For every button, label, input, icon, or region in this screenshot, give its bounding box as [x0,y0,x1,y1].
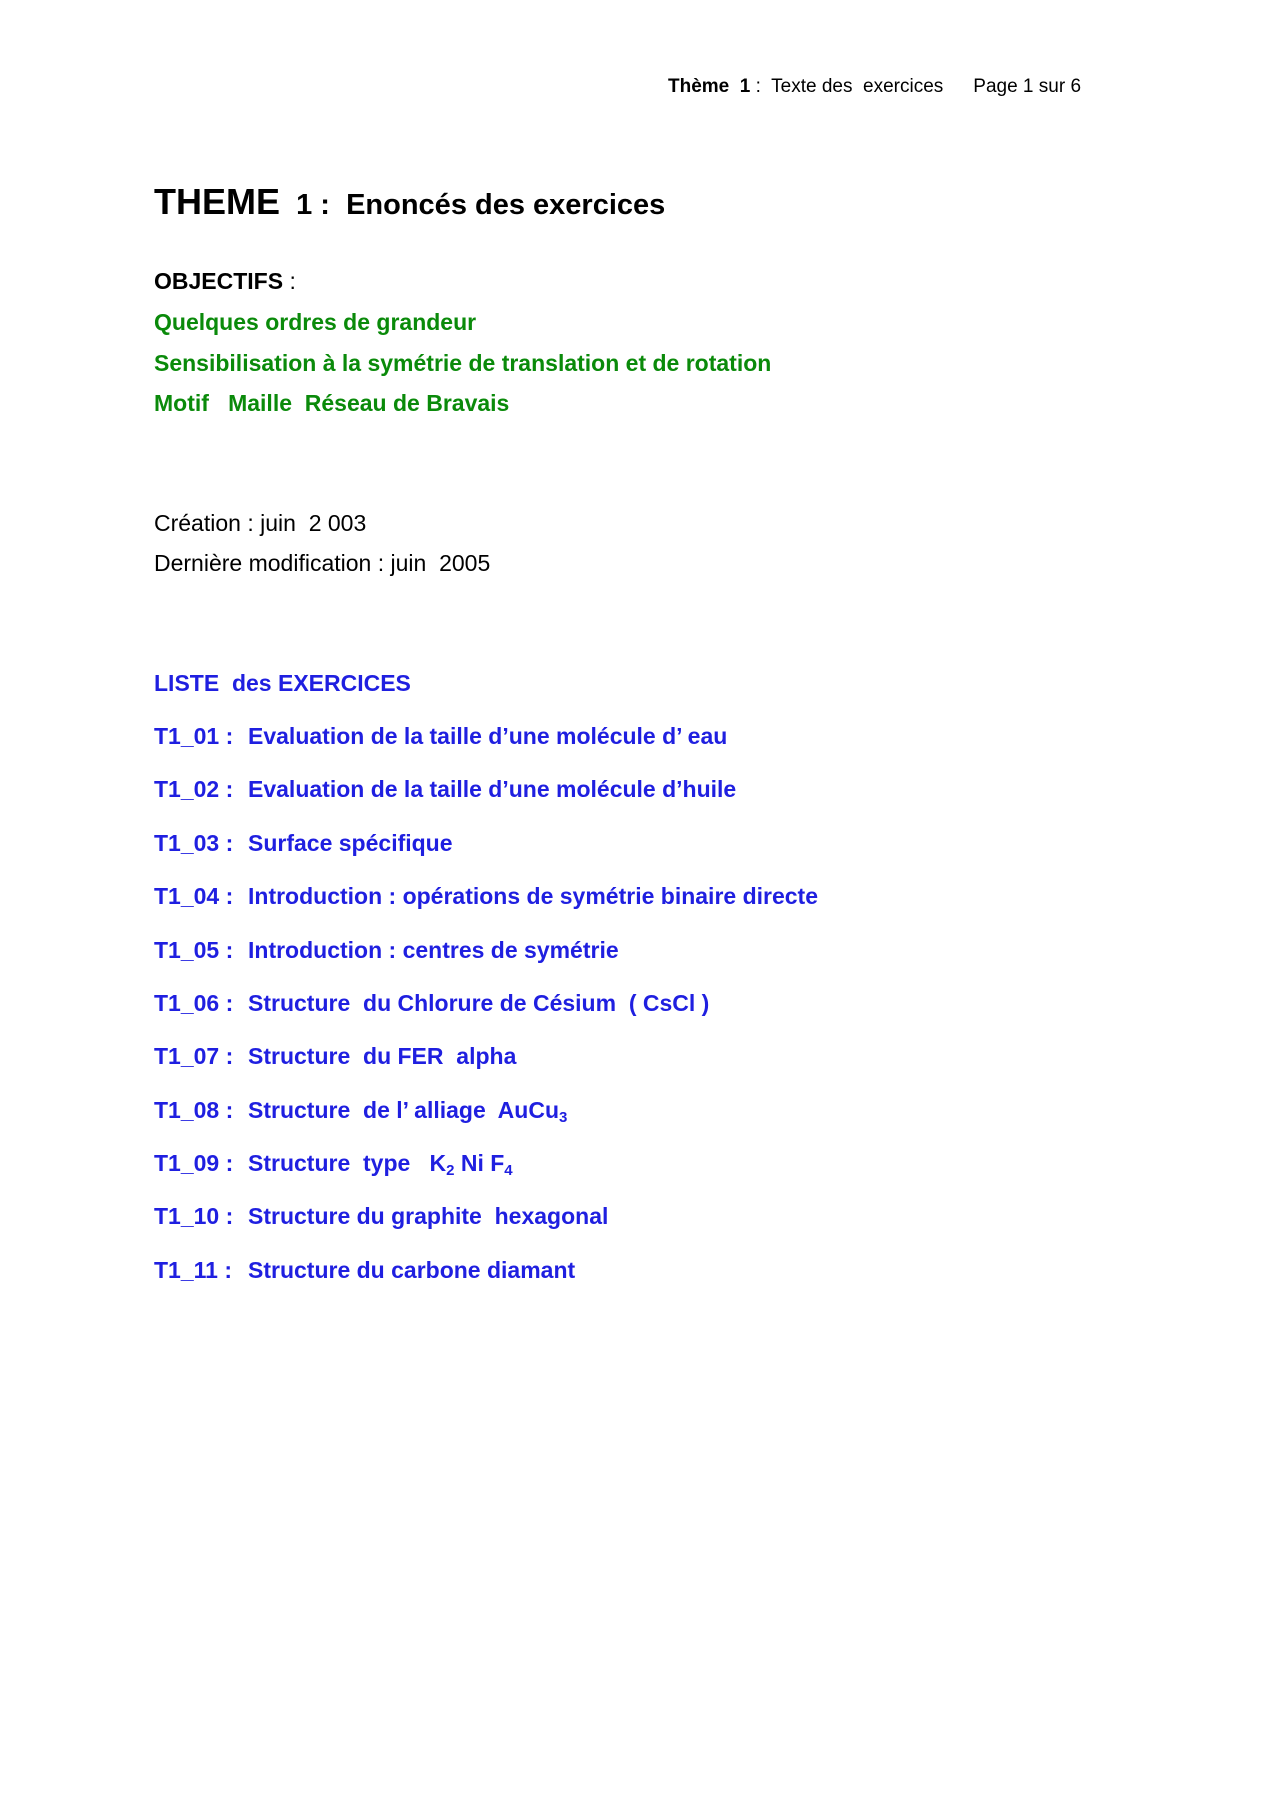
exercise-item [154,1257,575,1284]
exercise-code: T1_10 : [154,1203,234,1229]
exercise-code: T1_09 : [154,1150,234,1176]
exercise-title: Structure de l’ alliage AuCu [248,1097,559,1123]
exercise-code: T1_08 : [154,1097,234,1123]
exercise-title: Structure du FER alpha [248,1043,517,1069]
exercise-title: Structure type K [248,1150,447,1176]
creation-date: Création : juin 2 003 [154,510,367,536]
objectifs-label: OBJECTIFS [154,268,284,294]
exercise-title: Structure du Chlorure de Césium ( CsCl ) [248,990,710,1016]
exercise-item [154,723,727,750]
modification-date: Dernière modification : juin 2005 [154,550,491,576]
exercise-code: T1_11 : [154,1257,232,1283]
exercise-code: T1_07 : [154,1043,234,1069]
objectifs-heading [154,268,296,295]
objective-item: Motif Maille Réseau de Bravais [154,390,510,416]
exercise-title: Structure du carbone diamant [248,1257,576,1283]
exercise-item [154,883,818,910]
exercise-list-heading: LISTE des EXERCICES [154,670,411,696]
exercise-item [154,830,453,857]
objective-item: Sensibilisation à la symétrie de translation et de rotation [154,350,772,376]
exercise-item [154,990,709,1017]
title-main: THEME [154,181,280,222]
exercise-code: T1_04 : [154,883,234,909]
exercise-code: T1_06 : [154,990,234,1016]
page-title [154,181,665,223]
subscript: 3 [559,1109,568,1126]
exercise-title: Evaluation de la taille d’une molécule d’ eau [248,723,728,749]
exercise-item [154,937,619,964]
exercise-code: T1_02 : [154,776,234,802]
exercise-title: Introduction : opérations de symétrie binaire directe [248,883,819,909]
subscript: 4 [504,1162,513,1179]
exercise-item [154,1150,513,1177]
header-subtitle: : Texte des exercices [750,76,944,97]
header-theme-label: Thème 1 [668,76,751,97]
exercise-title: Introduction : centres de symétrie [248,937,619,963]
objectifs-suffix: : [283,268,296,294]
objective-item: Quelques ordres de grandeur [154,309,477,335]
page-header [668,76,1081,98]
exercise-item [154,1097,567,1124]
exercise-title-mid: Ni F [454,1150,505,1176]
exercise-item [154,1203,608,1230]
header-page-info: Page 1 sur 6 [973,76,1082,97]
exercise-item [154,1043,516,1070]
exercise-title: Evaluation de la taille d’une molécule d’huile [248,776,737,802]
exercise-item [154,776,736,803]
exercise-code: T1_05 : [154,937,234,963]
subscript: 2 [446,1162,455,1179]
exercise-title: Surface spécifique [248,830,453,856]
title-rest: 1 : Enoncés des exercices [280,189,666,221]
exercise-code: T1_03 : [154,830,234,856]
exercise-code: T1_01 : [154,723,234,749]
exercise-title: Structure du graphite hexagonal [248,1203,609,1229]
